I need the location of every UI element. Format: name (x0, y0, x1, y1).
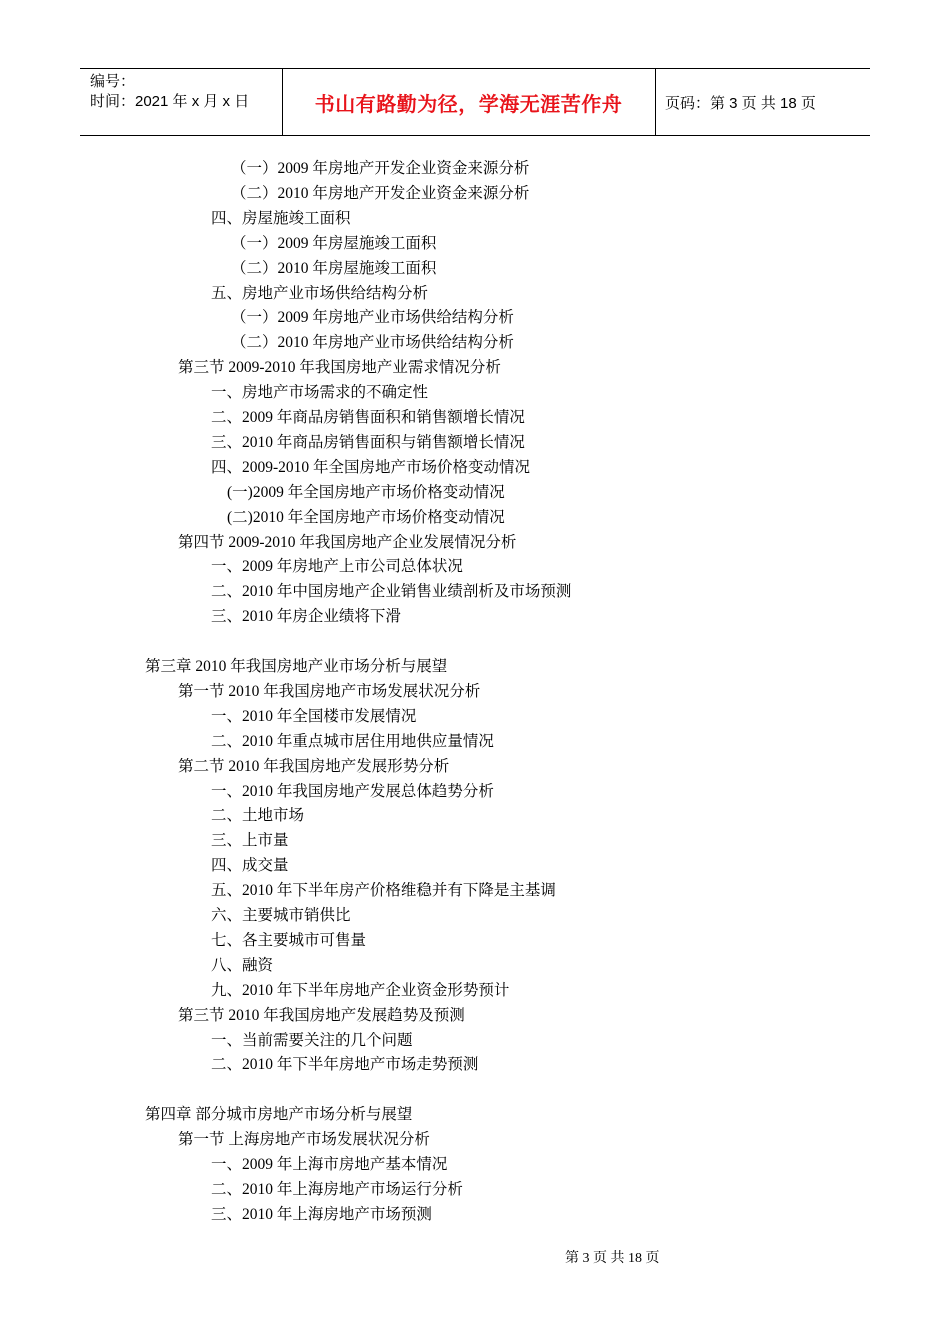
toc-section: 第四节 2009-2010 年我国房地产企业发展情况分析 (178, 533, 517, 551)
header-motto-cell (282, 69, 656, 135)
toc-item: 一、房地产市场需求的不确定性 (211, 384, 429, 402)
page-header (80, 68, 870, 136)
toc-subitem: (一)2009 年全国房地产市场价格变动情况 (227, 483, 505, 501)
toc-subitem: （二）2010 年房地产业市场供给结构分析 (231, 334, 514, 352)
toc-section: 第一节 2010 年我国房地产市场发展状况分析 (178, 682, 481, 700)
toc-item: 六、主要城市销供比 (211, 907, 351, 924)
toc-item: 三、2010 年房企业绩将下滑 (211, 608, 401, 626)
toc-chapter: 第四章 部分城市房地产市场分析与展望 (145, 1106, 413, 1124)
header-page-number: 页码：第 3 页 共 18 页 (665, 94, 816, 112)
toc-item: 二、2010 年重点城市居住用地供应量情况 (211, 732, 494, 750)
toc-item: 五、房地产业市场供给结构分析 (211, 284, 429, 302)
toc-item: 一、2009 年上海市房地产基本情况 (211, 1156, 448, 1173)
toc-subitem: (二)2010 年全国房地产市场价格变动情况 (227, 508, 505, 526)
toc-subitem: （二）2010 年房屋施竣工面积 (231, 259, 437, 277)
toc-item: 九、2010 年下半年房地产企业资金形势预计 (211, 981, 510, 999)
toc-subitem: （二）2010 年房地产开发企业资金来源分析 (231, 184, 530, 202)
toc-item: 二、土地市场 (211, 807, 305, 825)
toc-section: 第二节 2010 年我国房地产发展形势分析 (178, 757, 450, 775)
page-footer: 第 3 页 共 18 页 (565, 1251, 660, 1266)
toc-subitem: （一）2009 年房地产开发企业资金来源分析 (231, 160, 530, 177)
toc-section: 第三节 2009-2010 年我国房地产业需求情况分析 (178, 359, 501, 377)
toc-item: 一、2010 年全国楼市发展情况 (211, 707, 417, 725)
toc-item: 二、2010 年上海房地产市场运行分析 (211, 1180, 463, 1198)
toc-item: 四、2009-2010 年全国房地产市场价格变动情况 (211, 458, 531, 476)
toc-item: 四、房屋施竣工面积 (211, 209, 351, 227)
toc-chapter: 第三章 2010 年我国房地产业市场分析与展望 (145, 658, 448, 675)
toc-item: 二、2010 年中国房地产企业销售业绩剖析及市场预测 (211, 583, 572, 601)
document-number-label: 编号： (90, 73, 136, 90)
toc-item: 三、2010 年上海房地产市场预测 (211, 1205, 432, 1223)
toc-item: 五、2010 年下半年房产价格维稳并有下降是主基调 (211, 882, 556, 900)
toc-item: 七、各主要城市可售量 (211, 931, 367, 949)
toc-item: 八、融资 (211, 956, 274, 974)
toc-item: 二、2010 年下半年房地产市场走势预测 (211, 1056, 479, 1074)
header-page-cell (655, 69, 870, 135)
toc-section: 第三节 2010 年我国房地产发展趋势及预测 (178, 1006, 465, 1024)
toc-item: 一、当前需要关注的几个问题 (211, 1031, 413, 1049)
header-motto: 书山有路勤为径，学海无涯苦作舟 (314, 91, 623, 116)
toc-subitem: （一）2009 年房地产业市场供给结构分析 (231, 309, 514, 327)
toc-section: 第一节 上海房地产市场发展状况分析 (178, 1131, 430, 1149)
toc-item: 二、2009 年商品房销售面积和销售额增长情况 (211, 409, 525, 426)
header-info-cell (80, 69, 283, 135)
document-date-label: 时间：2021 年 x 月 x 日 (90, 93, 250, 110)
toc-item: 三、上市量 (211, 832, 289, 850)
toc-item: 一、2009 年房地产上市公司总体状况 (211, 558, 463, 576)
toc-subitem: （一）2009 年房屋施竣工面积 (231, 234, 437, 252)
toc-item: 三、2010 年商品房销售面积与销售额增长情况 (211, 433, 525, 451)
toc-item: 一、2010 年我国房地产发展总体趋势分析 (211, 782, 494, 800)
toc-item: 四、成交量 (211, 857, 289, 875)
